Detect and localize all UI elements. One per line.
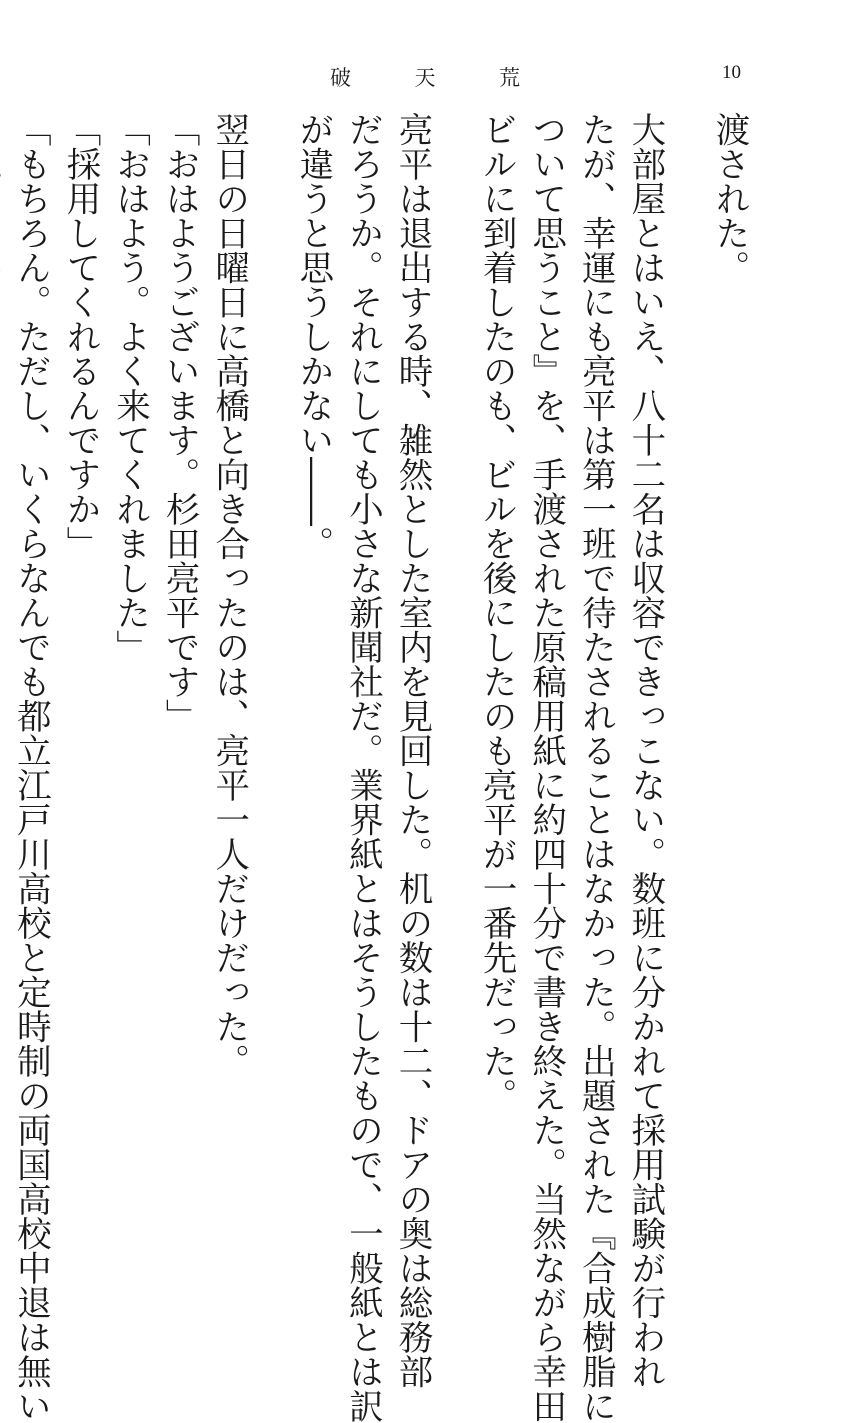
body-text	[0, 112, 753, 1423]
header-title-char-1: 破	[330, 66, 351, 90]
dialogue-line-1: 「おはようございます。杉田亮平です」	[159, 112, 200, 733]
text-line-5: ビルに到着したのも、ビルを後にしたのも亮平が一番先だった。	[476, 112, 517, 1113]
dialogue-line-4: 「もちろん。ただし、いくらなんでも都立江戸川高校と定時制の両国高校中退は無い	[10, 112, 51, 1423]
header-title-char-3: 荒	[499, 66, 520, 90]
text-line-9: 翌日の日曜日に高橋と向き合ったのは、亮平一人だけだった。	[208, 112, 249, 1078]
text-line-1: 渡された。	[709, 112, 749, 285]
text-line-4: ついて思うこと』を、手渡された原稿用紙に約四十分で書き終えた。当然ながら幸田	[525, 112, 566, 1423]
running-header-title	[330, 62, 520, 92]
header-title-char-2: 天	[414, 66, 436, 90]
text-line-3: たが、幸運にも亮平は第一班で待たされることはなかった。出題された『合成樹脂に	[575, 112, 616, 1423]
text-line-6: 亮平は退出する時、雑然とした室内を見回した。机の数は十二、ドアの奥は総務部	[392, 112, 433, 1389]
dialogue-line-2: 「おはよう。よく来てくれました」	[109, 112, 150, 664]
text-line-8: が違うと思うしかない――。	[292, 112, 333, 561]
dialogue-line-3: 「採用してくれるんですか」	[59, 112, 100, 561]
text-line-7: だろうか。それにしても小さな新聞社だ。業界紙とはそうしたもので、一般紙とは訳	[342, 112, 383, 1423]
text-line-2: 大部屋とはいえ、八十二名は収容できっこない。数班に分かれて採用試験が行われ	[624, 112, 665, 1389]
page-number: 10	[722, 62, 741, 83]
